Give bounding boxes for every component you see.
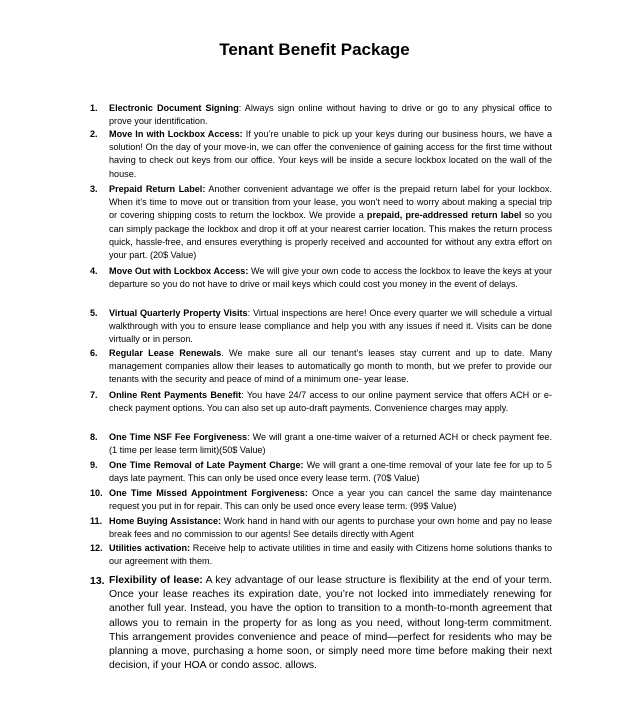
item-number: 5. bbox=[90, 308, 98, 318]
page-title: Tenant Benefit Package bbox=[219, 40, 410, 59]
item-number: 4. bbox=[90, 266, 98, 276]
item-text: . We make sure all our tenant’s leases stay current and up to date. Many management companies allow their leases to automatically go month to month, but we prefer to provide our tenants with the security and peace of mind of a minimum one- year lease. bbox=[109, 348, 552, 385]
item-text: so you can simply package the lockbox and drop it off at your nearest carrier location. This makes the return process quick, hassle-free, and ensures everything is properly received and accounted for without any extra effort on your part. (20$ Value) bbox=[109, 210, 552, 261]
item-text: : You have 24/7 access to our online payment service that offers ACH or e-check payment options. You can also set up auto-draft payments. Convenience charges may apply. bbox=[109, 390, 552, 414]
item-heading: Online Rent Payments Benefit bbox=[109, 390, 242, 400]
item-text: Another convenient advantage we offer is the prepaid return label for your lockbox. When it’s time to move out or transition from your lease, you won’t need to worry about making a special trip or covering shipping costs to return the lockbox. We provide a bbox=[109, 184, 552, 221]
item-number: 13. bbox=[90, 575, 105, 587]
item-heading: Utilities activation: bbox=[109, 543, 191, 553]
item-heading: Regular Lease Renewals bbox=[109, 348, 222, 358]
item-heading: Prepaid Return Label: bbox=[109, 184, 206, 194]
item-number: 2. bbox=[90, 129, 98, 139]
list-item bbox=[92, 515, 552, 541]
item-heading: Move Out with Lockbox Access: bbox=[109, 266, 249, 276]
item-number: 11. bbox=[90, 516, 103, 526]
item-text: : We will grant a one-time waiver of a returned ACH or check payment fee. (1 time per lease term limit)(50$ Value) bbox=[109, 432, 552, 456]
item-number: 9. bbox=[90, 460, 98, 470]
list-item bbox=[92, 347, 552, 387]
item-number: 12. bbox=[90, 543, 103, 553]
list-item bbox=[92, 574, 552, 673]
item-bold-phrase: prepaid, pre-addressed return label bbox=[366, 210, 522, 221]
item-number: 3. bbox=[90, 184, 98, 194]
item-number: 6. bbox=[90, 348, 98, 358]
item-heading: Electronic Document Signing bbox=[109, 103, 239, 113]
item-text: Receive help to activate utilities in time and easily with Citizens home solutions thanks to our agreement with them. bbox=[109, 543, 552, 567]
list-item bbox=[92, 389, 552, 415]
item-text: Once a year you can cancel the same day maintenance request you put in for repair. This can only be used once every lease term. (99$ Value) bbox=[109, 488, 552, 512]
item-number: 8. bbox=[90, 432, 98, 442]
item-heading: Flexibility of lease: bbox=[109, 575, 203, 586]
item-number: 7. bbox=[90, 390, 98, 400]
item-number: 1. bbox=[90, 103, 98, 113]
list-item bbox=[92, 459, 552, 485]
list-item bbox=[92, 487, 552, 513]
list-item bbox=[92, 431, 552, 457]
item-text: : Virtual inspections are here! Once every quarter we will schedule a virtual walkthrough with you to ensure lease compliance and help you with any issues if need it. Visits can be done virtually or in person. bbox=[109, 308, 553, 345]
list-item bbox=[92, 183, 552, 262]
item-heading: One Time Removal of Late Payment Charge: bbox=[109, 460, 304, 470]
item-text: : Always sign online without having to drive or go to any physical office to prove your identification. bbox=[109, 103, 552, 127]
item-text: A key advantage of our lease structure is flexibility at the end of your term. Once your lease reaches its expiration date, you’re not locked into immediately renewing for another full year. Instead, you have the option to transition to a month-to-month agreement that allows you to remain in the property for as long as you need, without long-term commitment. This arrangement provides convenience and peace of mind—perfect for residents who may be planning a move, purchasing a home soon, or simply need more time before making their next decision, if your HOA or condo assoc. allows. bbox=[109, 575, 552, 672]
item-text: We will grant a one-time removal of your late fee for up to 5 days late payment. This can only be used once every lease term. (70$ Value) bbox=[109, 460, 552, 484]
item-text: We will give your own code to access the lockbox to leave the keys at your departure so you do not have to drive or mail keys which could cost you money in the event of delays. bbox=[109, 266, 552, 290]
item-heading: Move In with Lockbox Access: bbox=[109, 129, 243, 139]
item-number: 10. bbox=[90, 488, 103, 498]
item-heading: Virtual Quarterly Property Visits bbox=[109, 308, 248, 318]
item-text: Work hand in hand with our agents to purchase your own home and pay no lease break fees and no commission to our agents! See details directly with Agent bbox=[109, 516, 552, 540]
item-heading: One Time Missed Appointment Forgiveness: bbox=[109, 488, 308, 498]
list-item bbox=[92, 542, 552, 568]
list-item bbox=[92, 128, 552, 181]
item-heading: Home Buying Assistance: bbox=[109, 516, 222, 526]
item-heading: One Time NSF Fee Forgiveness bbox=[109, 432, 248, 442]
list-item bbox=[92, 102, 552, 128]
item-text: If you’re unable to pick up your keys during our business hours, we have a solution! On the day of your move-in, we can offer the convenience of gaining access for the first time without having to check out keys from our office. Your keys will be inside a secure lockbox located on the wall of the house. bbox=[109, 129, 552, 179]
list-item bbox=[92, 265, 552, 291]
list-item bbox=[92, 307, 552, 347]
